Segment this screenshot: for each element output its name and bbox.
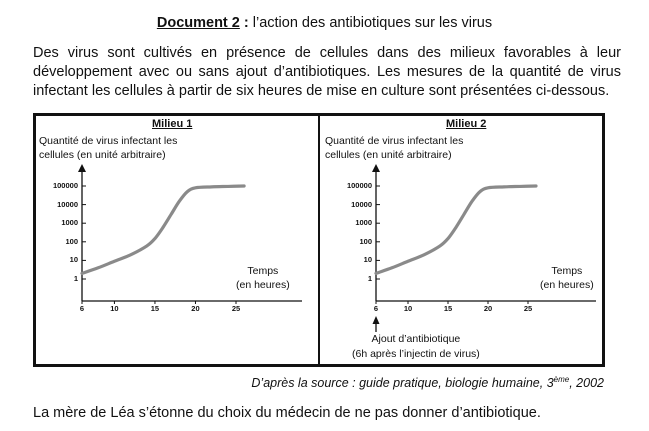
x-tick-label: 15 (443, 304, 453, 313)
document-title-text: l’action des antibiotiques sur les virus (248, 15, 493, 31)
y-tick-label: 10000 (351, 199, 372, 209)
y-axis-label (325, 134, 463, 162)
source-superscript: ème (553, 375, 570, 384)
chart-title: Milieu 1 (152, 118, 193, 130)
y-tick-label: 1 (367, 274, 372, 283)
intro-line: Des virus sont cultivés en présence de cellules dans des milieux favorables à leur (33, 45, 621, 61)
source-year: , 2002 (569, 376, 604, 391)
conclusion-text: La mère de Léa s’étonne du choix du médecin de ne pas donner d’antibiotique. (33, 405, 541, 421)
x-axis-label (540, 264, 594, 292)
y-tick-label: 100000 (346, 181, 372, 190)
annotation-arrow-head (373, 316, 380, 324)
source-citation (251, 375, 604, 390)
y-axis-label-line: cellules (en unité arbitraire) (39, 149, 166, 161)
y-axis-arrow (78, 164, 86, 172)
x-axis-label-line: Temps (551, 265, 583, 277)
y-tick-label: 100000 (52, 181, 78, 190)
y-tick-label: 10000 (57, 199, 78, 209)
x-tick-label: 6 (373, 304, 379, 313)
annotation-line: (6h après l’injectin de virus) (352, 348, 480, 360)
y-tick-label: 10 (363, 255, 372, 265)
series-line (82, 186, 244, 273)
x-tick-label: 10 (110, 304, 119, 313)
x-axis-label-line: (en heures) (236, 279, 290, 291)
x-tick-label: 20 (191, 304, 200, 313)
y-axis-label-line: Quantité de virus infectant les (325, 135, 464, 147)
y-axis-label-line: cellules (en unité arbitraire) (325, 149, 452, 161)
chart-panel-milieu-2 (320, 116, 602, 364)
antibiotic-annotation (352, 332, 480, 362)
x-tick-label: 25 (523, 304, 533, 313)
x-tick-label: 20 (483, 304, 493, 313)
intro-paragraph (33, 44, 621, 101)
y-axis-label (39, 134, 177, 162)
annotation-line: Ajout d’antibiotique (371, 333, 461, 345)
y-tick-label: 1000 (61, 218, 78, 228)
chart-panel-milieu-1 (36, 116, 318, 364)
intro-line: développement avec ou sans ajout d’antibiotiques. Les mesures de la quantité de virus (33, 64, 621, 80)
title-separator: : (239, 15, 249, 31)
x-tick-label: 25 (231, 304, 241, 313)
y-axis-label-line: Quantité de virus infectant les (39, 135, 178, 147)
document-label: Document 2 (156, 15, 240, 31)
document-title (0, 15, 649, 31)
x-axis-label-line: (en heures) (540, 279, 594, 291)
series-line (376, 186, 536, 273)
y-tick-label: 1 (73, 274, 78, 283)
y-tick-label: 10 (69, 255, 78, 265)
x-axis-label (236, 264, 290, 292)
figure-frame (33, 113, 605, 367)
x-axis-label-line: Temps (247, 265, 279, 277)
intro-line: infectant les cellules à partir de six heures de mise en culture sont présentées ci-dessous. (33, 83, 610, 99)
y-tick-label: 1000 (355, 218, 372, 228)
x-tick-label: 6 (79, 304, 85, 313)
x-tick-label: 15 (150, 304, 160, 313)
source-text: D’après la source : guide pratique, biologie humaine, 3 (251, 376, 554, 391)
chart-title: Milieu 2 (446, 118, 487, 130)
y-tick-label: 100 (65, 236, 78, 246)
x-tick-label: 10 (403, 304, 413, 313)
y-axis-arrow (372, 164, 380, 172)
y-tick-label: 100 (359, 236, 372, 246)
